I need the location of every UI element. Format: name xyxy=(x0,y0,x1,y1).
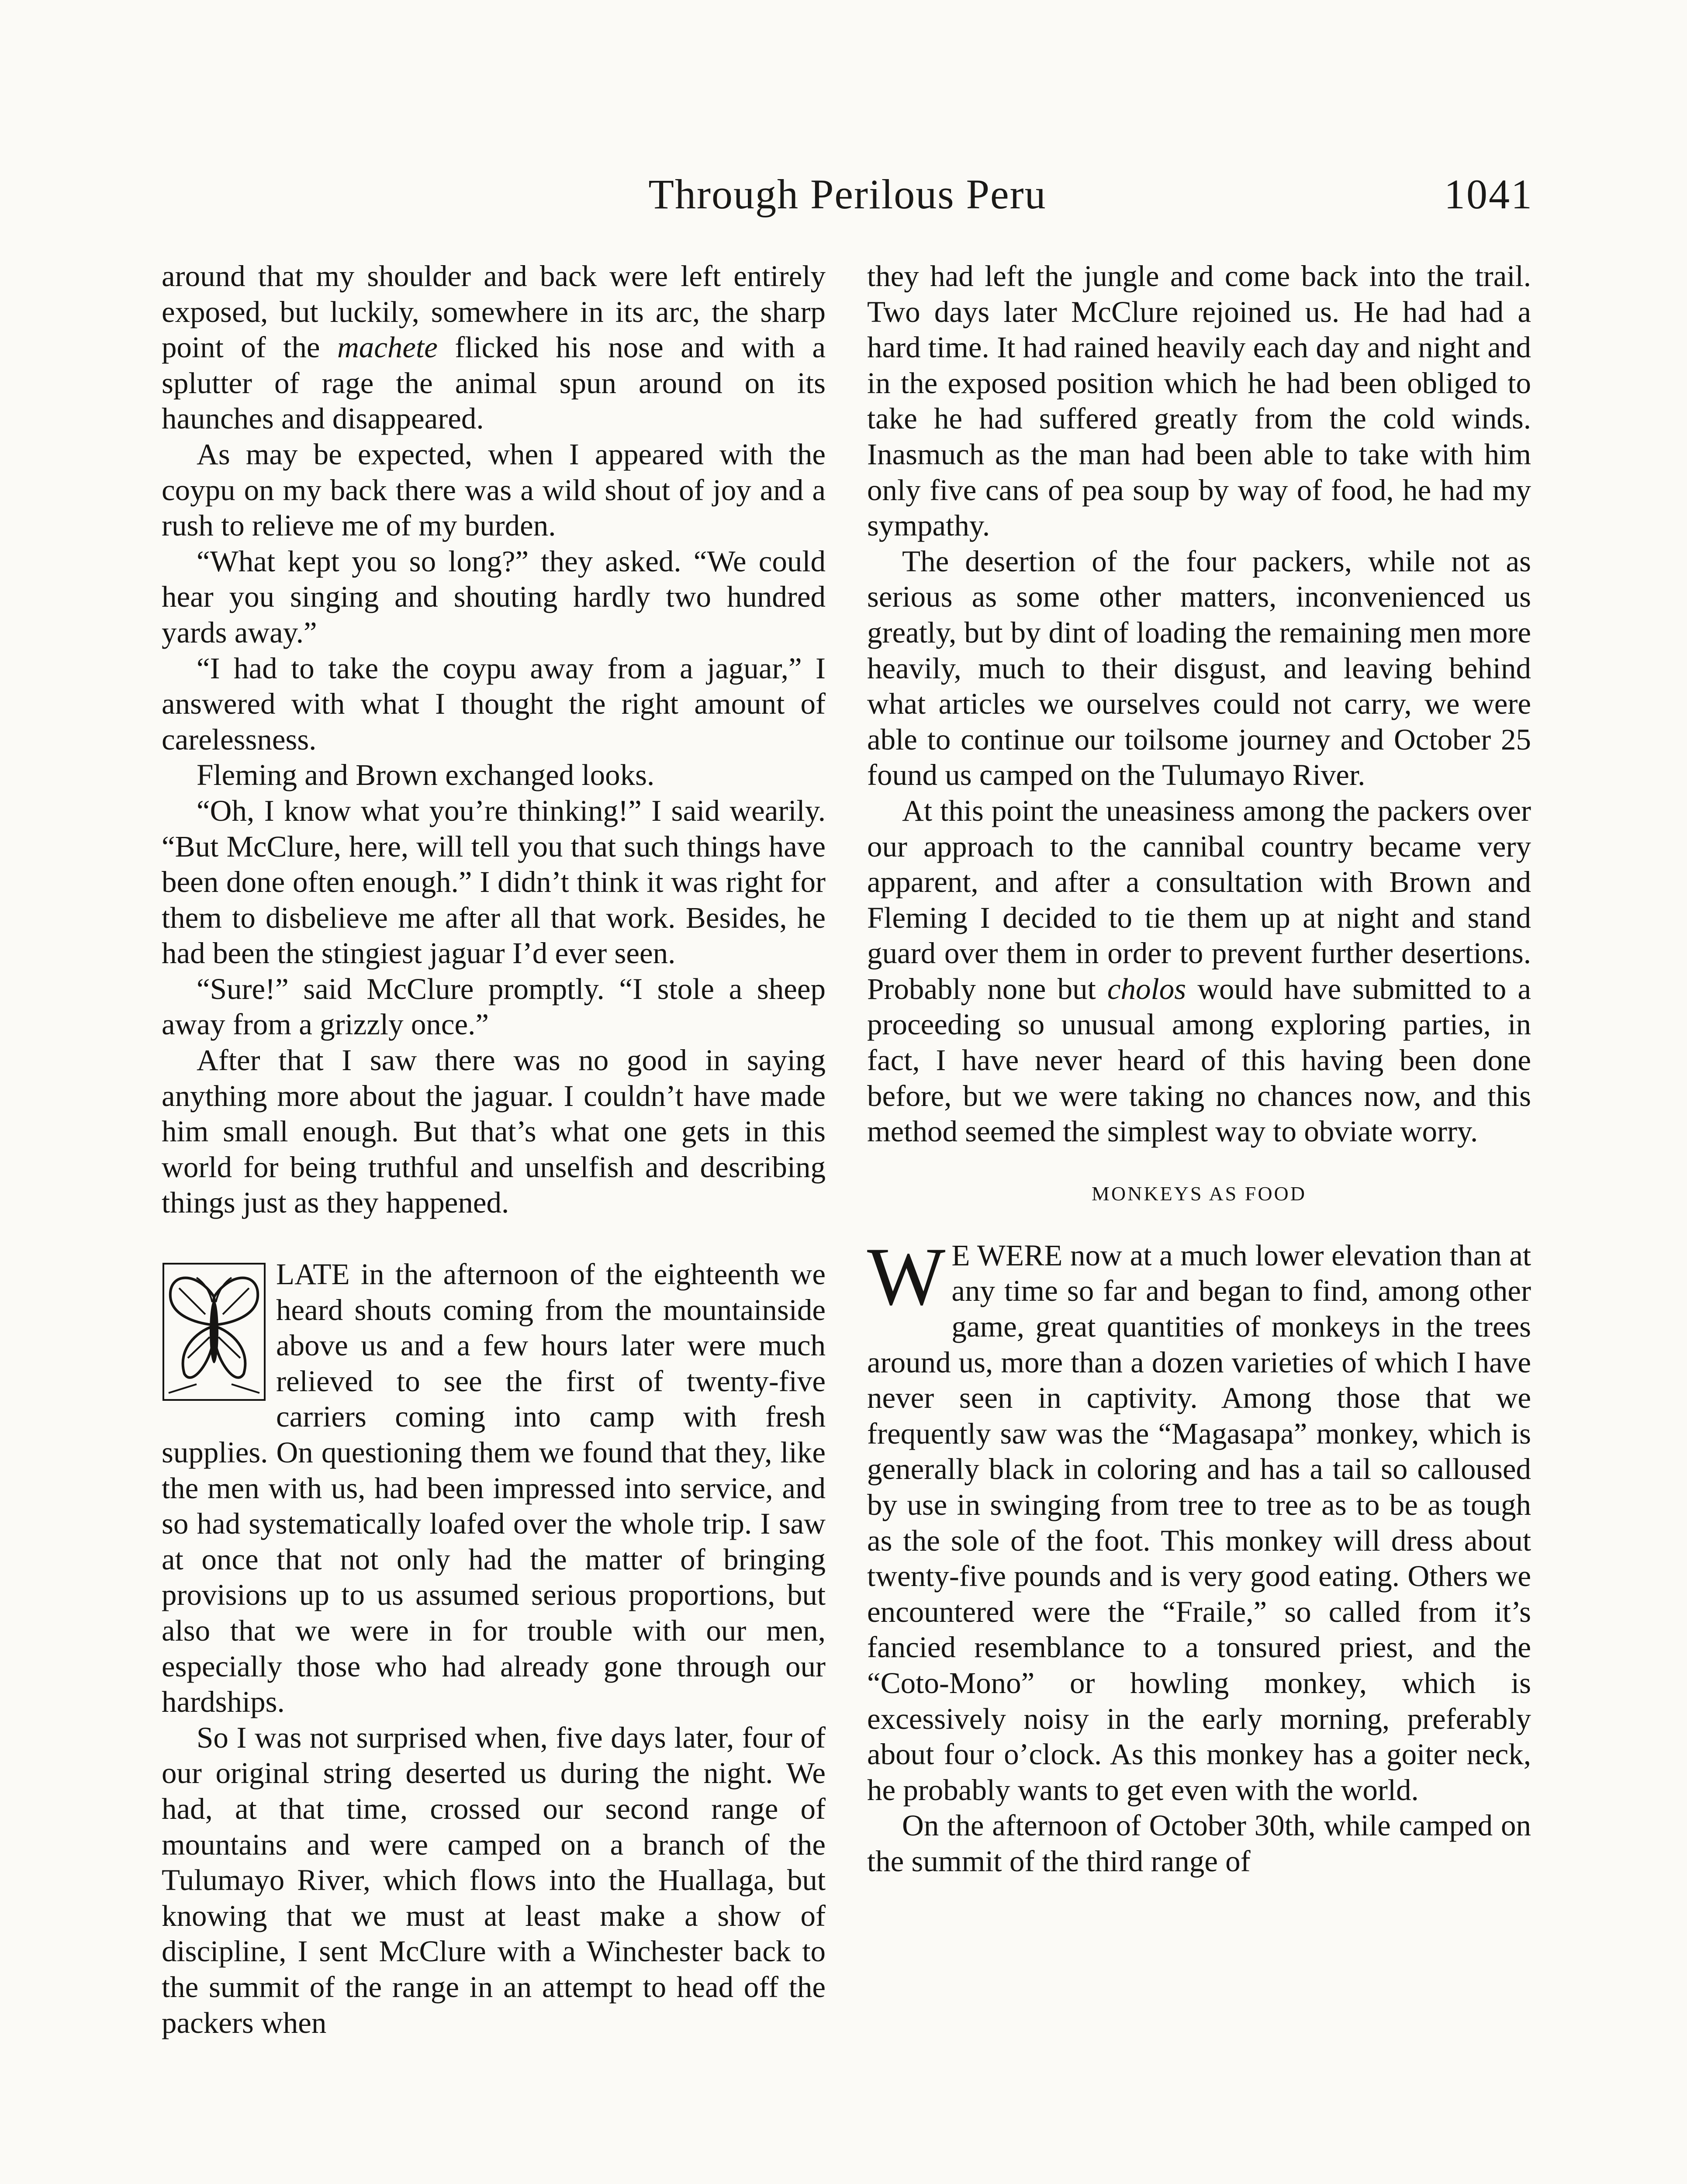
running-title: Through Perilous Peru xyxy=(648,171,1047,218)
paragraph: At this point the uneasiness among the packers over our approach to the cannibal country became very apparent, and after a consultation with Brown and Fleming I decided to tie them up at night and stand guard over them in order to prevent further desertions. Probably none but cholos would have submitted to a proceeding so unusual among exploring parties, in fact, I have never heard of this having been done before, but we were taking no chances now, and this method seemed the simplest way to obviate worry. xyxy=(867,794,1531,1148)
paragraph: Fleming and Brown exchanged looks. xyxy=(197,758,655,792)
italic-term: machete xyxy=(337,331,438,364)
paragraph: After that I saw there was no good in saying anything more about the jaguar. I couldn’t have made him small enough. But that’s what one gets in this world for being truthful and unselfish and describing things just as they happened. xyxy=(162,1044,826,1220)
section-heading: MONKEYS AS FOOD xyxy=(1092,1182,1307,1205)
paragraph: On the afternoon of October 30th, while camped on the summit of the third range of xyxy=(867,1809,1531,1878)
running-header xyxy=(162,168,1533,221)
paragraph-with-dropcap: W E WERE now at a much lower elevation than at any time so far and began to find, among other game, great quantities of monkeys in the trees around us, more than a dozen varieties of which I have never seen in captivity. Among those that we frequently saw was the “Magasapa” monkey, which is generally black in coloring and has a tail so calloused by use in swinging from tree to tree as to be as tough as the sole of the foot. This monkey will dress about twenty-five pounds and is very good eating. Others we encountered were the “Fraile,” so called from it’s fancied resemblance to a tonsured priest, and the “Coto-Mono” or howling monkey, which is excessively noisy in the early morning, preferably about four o’clock. As this monkey has a goiter neck, he probably wants to get even with the world. xyxy=(867,1230,1531,1807)
left-column xyxy=(162,259,826,2041)
lead-word: LATE xyxy=(276,1258,350,1291)
paragraph: “What kept you so long?” they asked. “We could hear you singing and shouting hardly two hundred yards away.” xyxy=(162,544,826,649)
drop-cap: W xyxy=(867,1230,946,1323)
italic-term: cholos xyxy=(1107,972,1186,1006)
right-column xyxy=(867,259,1531,1880)
paragraph: As may be expected, when I appeared with the coypu on my back there was a wild shout of joy and a rush to relieve me of my burden. xyxy=(162,437,826,543)
paragraph: The desertion of the four packers, while not as serious as some other matters, inconvenienced us greatly, but by dint of loading the remaining men more heavily, much to their disgust, and leaving behind what articles we ourselves could not carry, we were able to continue our toilsome journey and October 25 found us camped on the Tulumayo River. xyxy=(867,544,1531,792)
paragraph: “Oh, I know what you’re thinking!” I said wearily. “But McClure, here, will tell you that such things have been done often enough.” I didn’t think it was right for them to disbelieve me after all that work. Besides, he had been the stingiest jaguar I’d ever seen. xyxy=(162,794,826,970)
paragraph: So I was not surprised when, five days later, four of our original string deserted us during the night. We had, at that time, crossed our second range of mountains and were camped on a branch of the Tulumayo River, which flows into the Huallaga, but knowing that we must at least make a show of discipline, I sent McClure with a Winchester back to the summit of the range in an attempt to head off the packers when xyxy=(162,1721,826,2039)
page-number: 1041 xyxy=(1444,171,1533,218)
paragraph: they had left the jungle and come back into the trail. Two days later McClure rejoined us. He had had a hard time. It had rained heavily each day and night and in the exposed position which he had been obliged to take he had suffered greatly from the cold winds. Inasmuch as the man had been able to take with him only five cans of pea soup by way of food, he had my sympathy. xyxy=(867,259,1531,543)
paragraph: around that my shoulder and back were left entirely exposed, but luckily, somewhere in its arc, the sharp point of the machete flicked his nose and with a splutter of rage the animal spun around on its haunches and disappeared. xyxy=(162,259,826,435)
butterfly-icon xyxy=(162,1262,266,1402)
paragraph: “I had to take the coypu away from a jaguar,” I answered with what I thought the right amount of carelessness. xyxy=(162,651,826,756)
paragraph-with-ornament: LATE in the afternoon of the eighteenth we heard shouts coming from the mountainside above us and a few hours later were much relieved to see the first of twenty-five carriers coming into camp with fresh supplies. On questioning them we found that they, like the men with us, had been impressed into service, and so had systematically loafed over the whole trip. I saw at once that not only had the matter of bringing provisions up to us assumed serious proportions, but also that we were in for trouble with our men, especially those who had already gone through our hardships. xyxy=(162,1258,826,1719)
paragraph: “Sure!” said McClure promptly. “I stole a sheep away from a grizzly once.” xyxy=(162,972,826,1041)
